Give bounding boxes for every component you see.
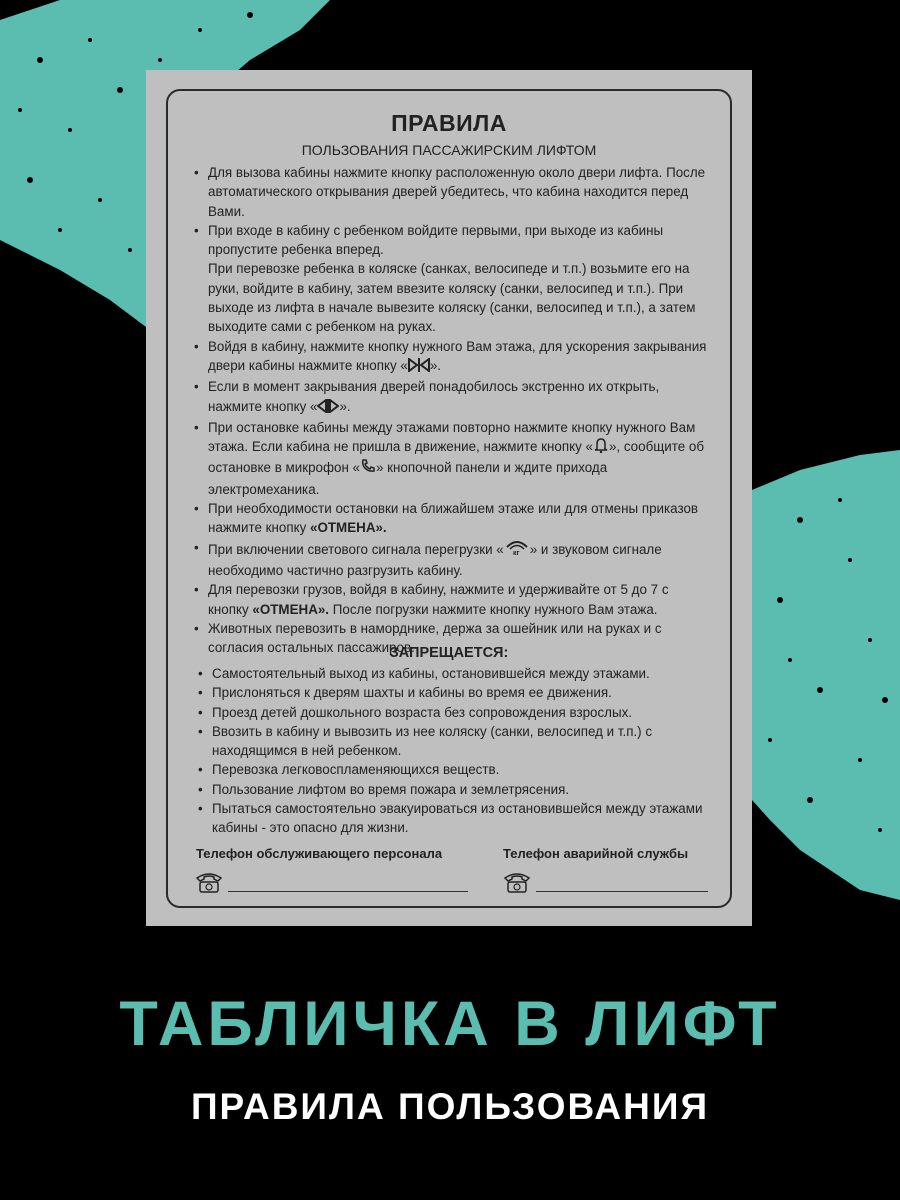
telephone-icon [502,870,532,894]
list-item: • При остановке кабины между этажами повторно нажмите кнопку нужного Вам этажа. Если кабина не пришла в движение, нажмите кнопку « », сообщите об остановке в микрофон « » кнопочной панели и ждите прихода электромеханика. [192,418,712,499]
telephone-icon [194,870,224,894]
sign-title: ПРАВИЛА [391,110,507,136]
phone-emergency-label: Телефон аварийной службы [503,846,689,861]
open-doors-icon [317,399,339,418]
phone-icon [360,458,376,479]
list-item: • Пытаться самостоятельно эвакуироваться из остановившейся между этажами кабины - это опасно для жизни. [198,799,708,838]
rules-list [192,163,712,657]
subheadline: ПРАВИЛА ПОЛЬЗОВАНИЯ [190,1086,710,1127]
list-item: • Войдя в кабину, нажмите кнопку нужного Вам этажа, для ускорения закрывания двери кабины нажмите кнопку « ». [192,337,712,378]
bell-icon [593,437,609,458]
headline: ТАБЛИЧКА В ЛИФТ [119,989,781,1059]
list-item: • Самостоятельный выход из кабины, остановившейся между этажами. [198,664,708,683]
forbidden-list [198,664,708,838]
list-item: • Если в момент закрывания дверей понадобилось экстренно их открыть, нажмите кнопку « ». [192,377,712,418]
list-item: • Проезд детей дошкольного возраста без сопровождения взрослых. [198,703,708,722]
list-item: • Перевозка легковоспламеняющихся веществ. [198,760,708,779]
list-item: • При необходимости остановки на ближайшем этаже или для отмены приказов нажмите кнопку «ОТМЕНА». [192,499,712,538]
svg-text:кг: кг [512,549,520,556]
sign-subtitle: ПОЛЬЗОВАНИЯ ПАССАЖИРСКИМ ЛИФТОМ [301,142,597,158]
list-item: • Животных перевозить в наморднике, держа за ошейник или на руках и с согласия остальных пассажиров. [192,619,712,658]
list-item: • Ввозить в кабину и вывозить из нее коляску (санки, велосипед и т.п.) с находящимся в ней ребенком. [198,722,708,761]
phone-staff-label: Телефон обслуживающего персонала [196,846,443,861]
list-item: • При включении светового сигнала перегрузки « кг » и звуковом сигнале необходимо частично разгрузить кабину. [192,538,712,581]
forbidden-title: ЗАПРЕЩАЕТСЯ: [389,645,509,661]
close-doors-icon [408,358,430,377]
rules-sign [146,70,752,926]
phone-emergency-field [502,870,708,896]
list-item: • Пользование лифтом во время пожара и землетрясения. [198,780,708,799]
list-item: • Прислоняться к дверям шахты и кабины во время ее движения. [198,683,708,702]
phone-staff-field [194,870,468,896]
list-item: • Для перевозки грузов, войдя в кабину, нажмите и удерживайте от 5 до 7 с кнопку «ОТМЕНА». После погрузки нажмите кнопку нужного Вам этажа. [192,580,712,619]
list-item: • Для вызова кабины нажмите кнопку расположенную около двери лифта. После автоматического открывания дверей убедитесь, что кабина находится перед Вами. [192,163,712,221]
list-item: • При входе в кабину с ребенком войдите первыми, при выходе из кабины пропустите ребенка вперед. При перевозке ребенка в коляске (санках, велосипеде и т.п.) возьмите его на руки, войдите в кабину, затем ввезите коляску (санки, велосипед и т.п.). При выходе из лифта в начале вывезите коляску (санки, велосипед и т.п.), а затем выходите сами с ребенком на руках. [192,221,712,337]
overload-icon [504,538,530,561]
